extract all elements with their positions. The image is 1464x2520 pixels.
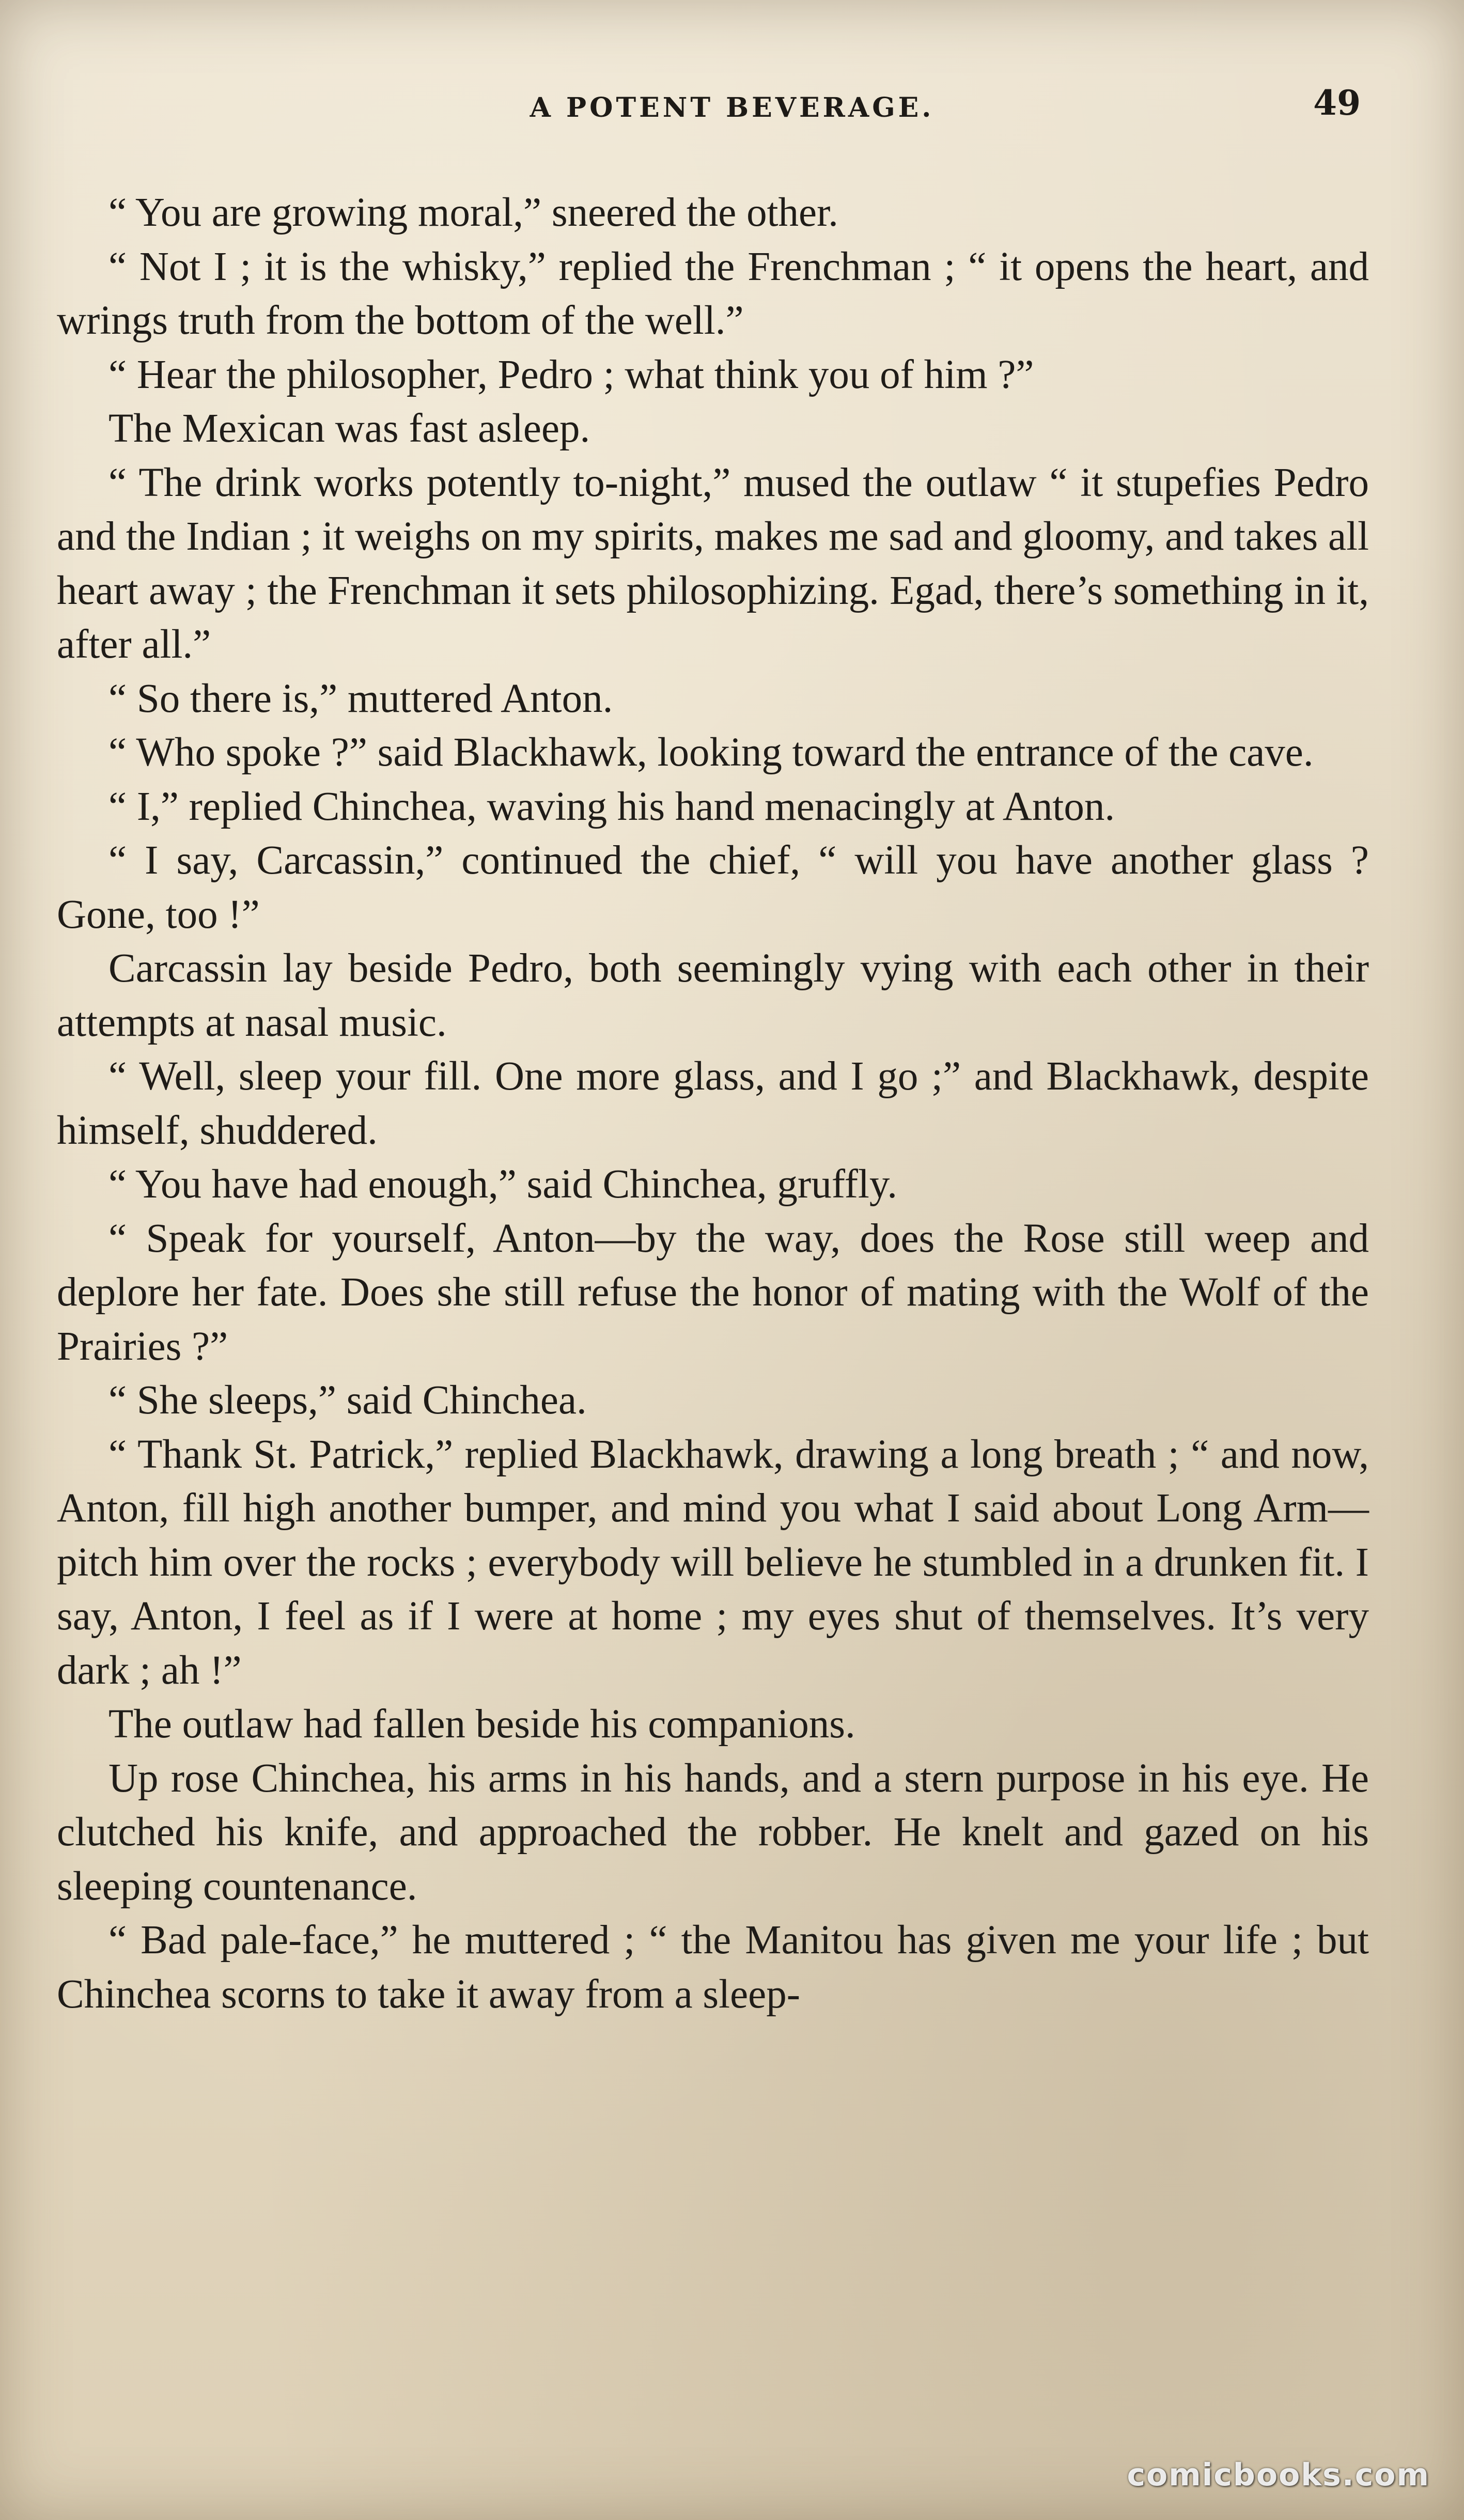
paragraph: “ So there is,” muttered Anton. (108, 676, 613, 721)
paragraph: “ Speak for yourself, Anton—by the way, does the Rose still weep and deplore her fate. Does she still refuse the honor of mating with the Wolf of the Prairies ?” (57, 1216, 1369, 1369)
paragraph: The outlaw had fallen beside his companions. (108, 1702, 855, 1747)
paragraph: “ The drink works potently to-night,” mused the outlaw “ it stupefies Pedro and the Indian ; it weighs on my spirits, makes me sad and gloomy, and takes all heart away ; the Frenchman it sets philosophizing. Egad, there’s something in it, after all.” (57, 460, 1369, 667)
paragraph: Up rose Chinchea, his arms in his hands, and a stern purpose in his eye. He clutched his knife, and approached the robber. He knelt and gazed on his sleeping countenance. (57, 1755, 1369, 1909)
paragraph: “ Who spoke ?” said Blackhawk, looking toward the entrance of the cave. (108, 730, 1314, 775)
paragraph: “ Well, sleep your fill. One more glass, and I go ;” and Blackhawk, despite himself, shuddered. (57, 1054, 1369, 1153)
paragraph: “ You are growing moral,” sneered the other. (108, 190, 838, 235)
body-text (57, 186, 1369, 2021)
paragraph: “ Hear the philosopher, Pedro ; what think you of him ?” (108, 352, 1034, 397)
paragraph: The Mexican was fast asleep. (108, 406, 590, 451)
paragraph: “ I say, Carcassin,” continued the chief, “ will you have another glass ? Gone, too !” (57, 838, 1369, 937)
paragraph: Carcassin lay beside Pedro, both seemingly vying with each other in their attempts at nasal music. (57, 946, 1369, 1045)
page-number: 49 (1313, 83, 1361, 123)
paragraph: “ Thank St. Patrick,” replied Blackhawk, drawing a long breath ; “ and now, Anton, fill high another bumper, and mind you what I said about Long Arm—pitch him over the rocks ; everybody will believe he stumbled in a drunken fit. I say, Anton, I feel as if I were at home ; my eyes shut of themselves. It’s very dark ; ah !” (57, 1432, 1369, 1693)
paragraph: “ Not I ; it is the whisky,” replied the Frenchman ; “ it opens the heart, and wrings truth from the bottom of the well.” (57, 244, 1369, 343)
paragraph: “ I,” replied Chinchea, waving his hand menacingly at Anton. (108, 784, 1115, 829)
paragraph: “ You have had enough,” said Chinchea, gruffly. (108, 1162, 897, 1207)
running-title: A POTENT BEVERAGE. (529, 92, 935, 123)
site-watermark: comicbooks.com (1127, 2457, 1430, 2493)
paragraph: “ She sleeps,” said Chinchea. (108, 1378, 587, 1423)
paragraph: “ Bad pale-face,” he muttered ; “ the Manitou has given me your life ; but Chinchea scorns to take it away from a sleep- (57, 1918, 1369, 2017)
